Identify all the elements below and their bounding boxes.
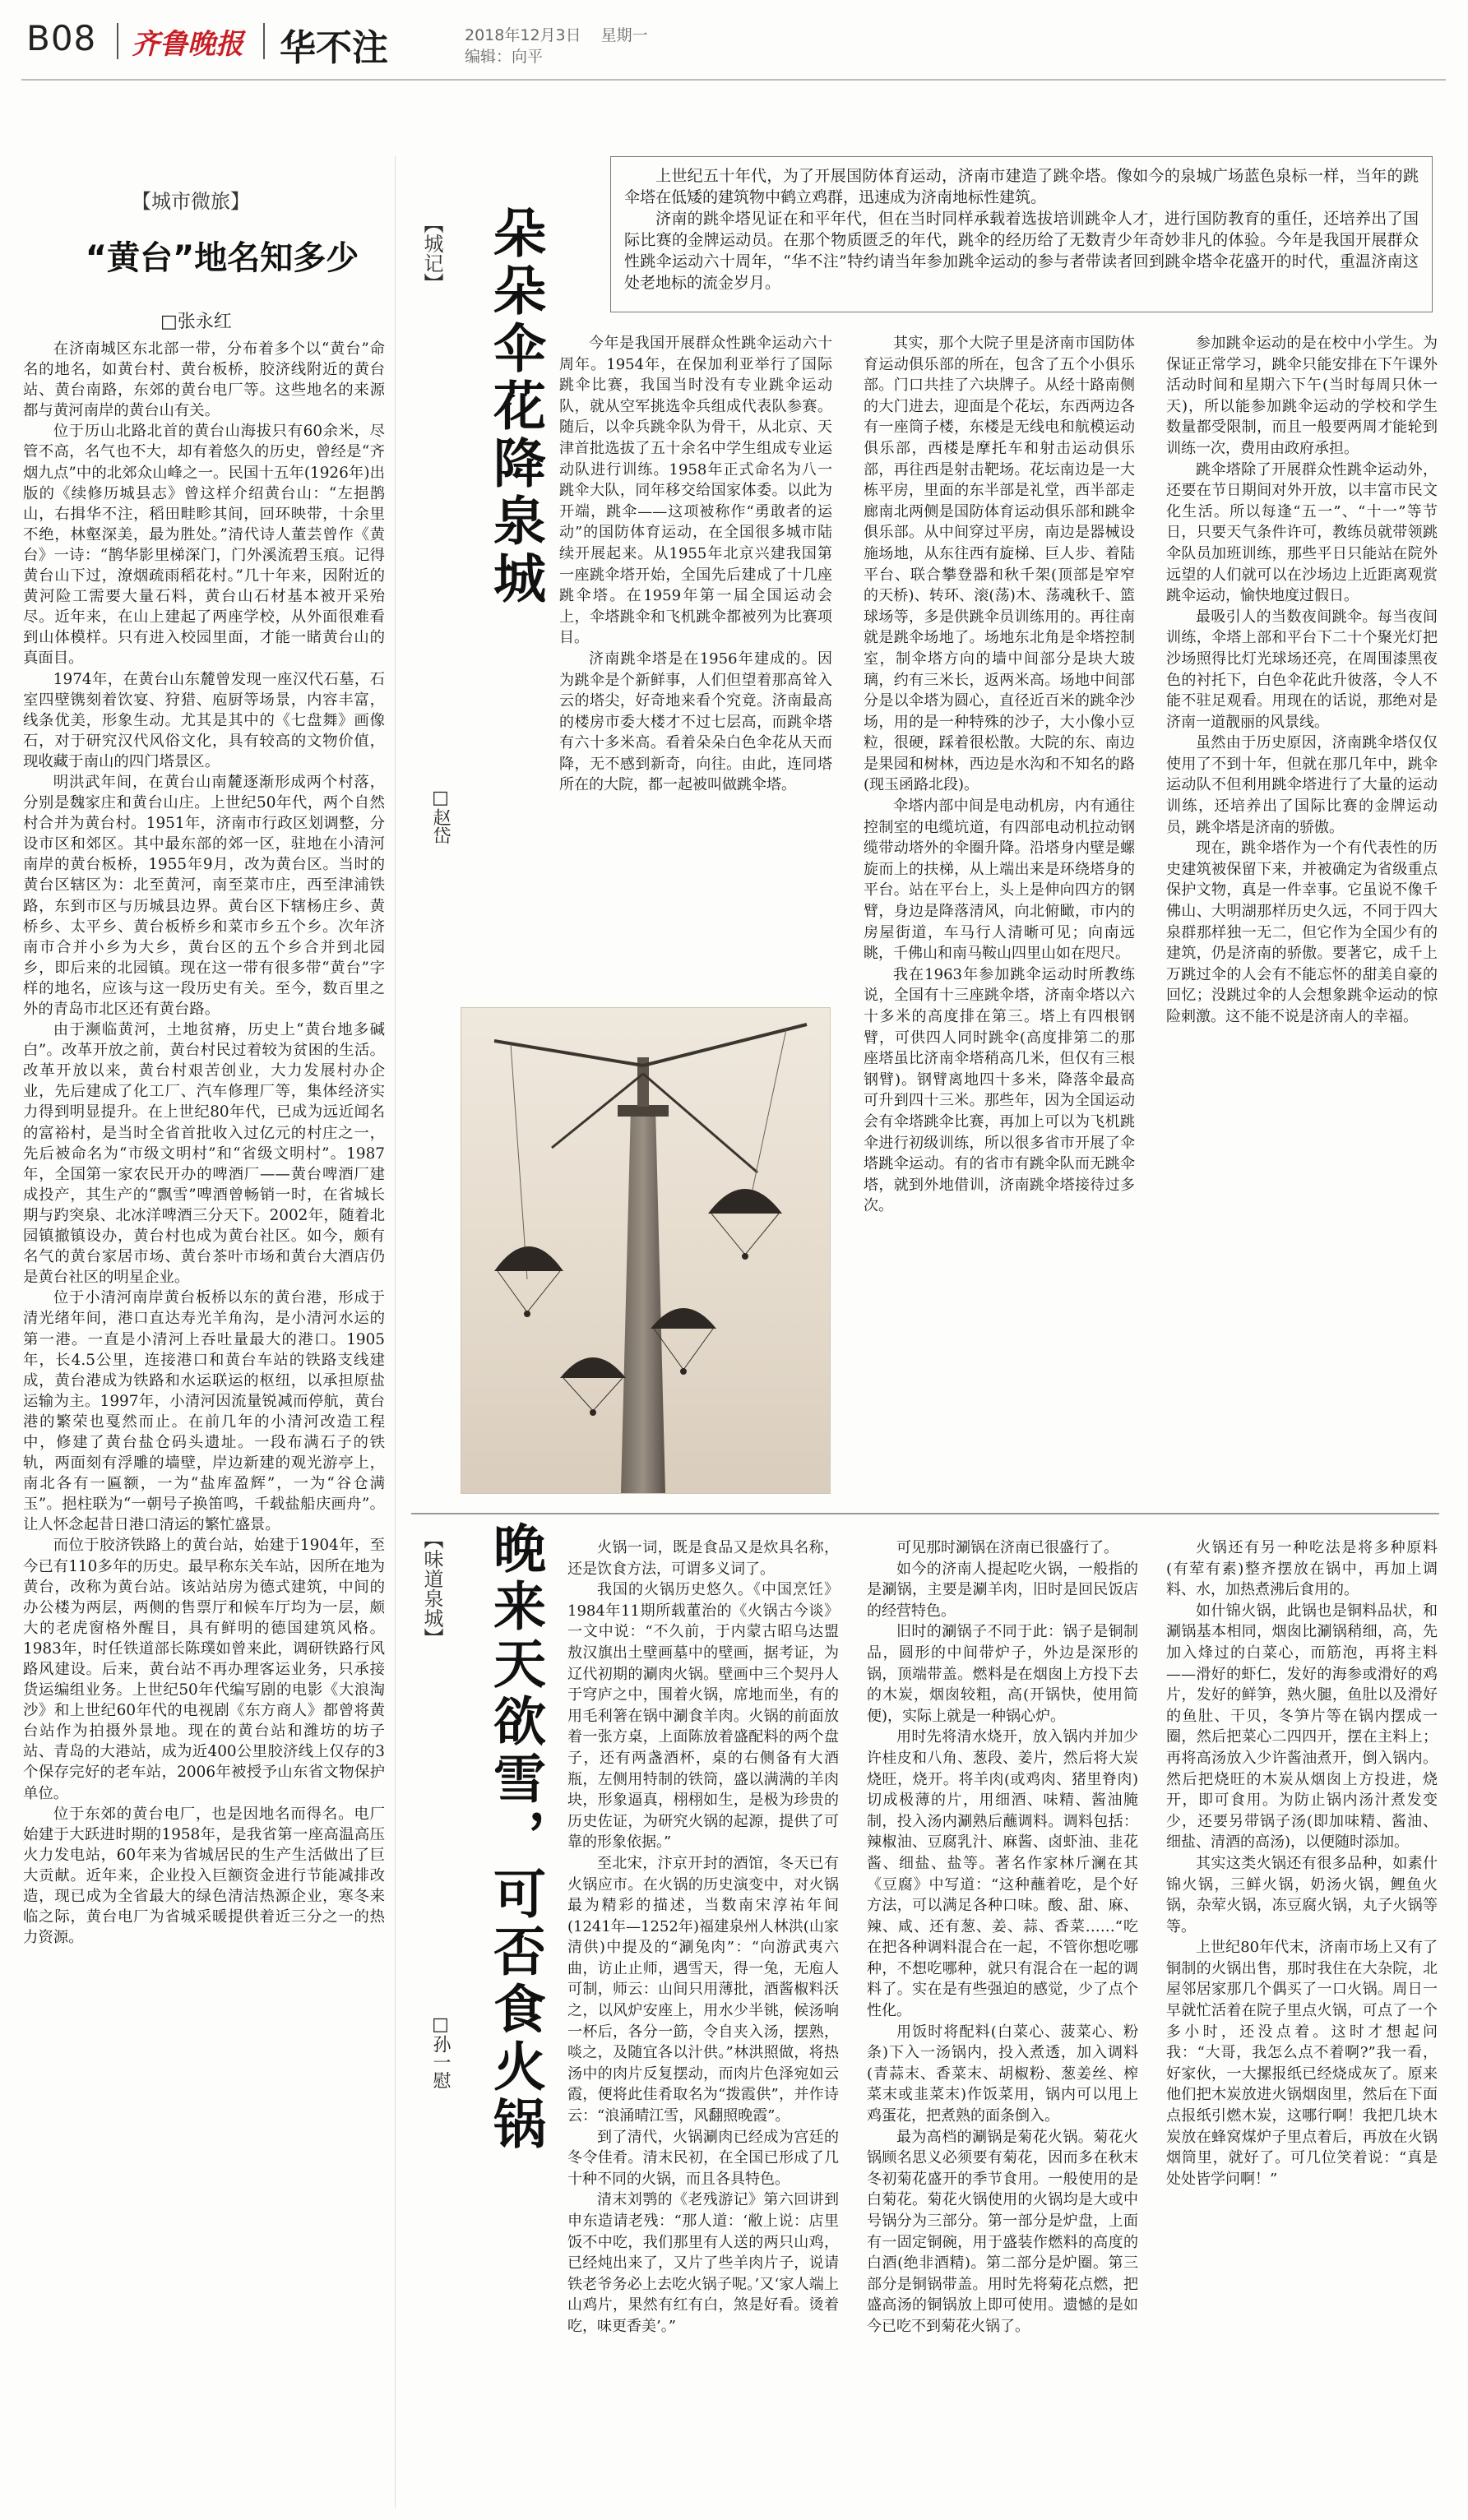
header-divider <box>263 23 265 59</box>
issue-date <box>465 23 648 45</box>
column-tag: 【味道泉城】 <box>420 1529 443 1648</box>
article-title: “黄台”地名知多少 <box>85 239 359 277</box>
body-paragraph: 伞塔内部中间是电动机房，内有通往控制室的电缆坑道，有四部电动机拉动钢缆带动塔外的伞圈升降。沿塔身内壁是螺旋而上的扶梯，从上端出来是环绕塔身的平台。站在平台上，头上是伸向四方的钢臂，身边是降落清风，向北俯瞰，市内的房屋街道，车马行人清晰可见；向南远眺，千佛山和南马鞍山四里山如在咫尺。 <box>864 798 1135 963</box>
body-paragraph: 其实，那个大院子里是济南市国防体育运动俱乐部的所在，包含了五个小俱乐部。门口共挂了六块牌子。从经十路南侧的大门进去，迎面是个花坛，东西两边各有一座筒子楼，东楼是无线电和航模运动俱乐部，西楼是摩托车和射击运动俱乐部，再往西是射击靶场。花坛南边是一大栋平房，里面的东半部是礼堂，西半部走廊南北两侧是国防体育运动俱乐部和跳伞俱乐部。从中间穿过平房，南边是器械设施场地，从东往西有旋梯、巨人步、着陆平台、联合攀登器和秋千架(顶部是窄窄的天桥)、转环、滚(荡)木、荡魂秋千、篮球场等，多是供跳伞员训练用的。再往南就是跳伞场地了。场地东北角是伞塔控制室，制伞塔方向的墙中间部分是块大玻璃，约有三米长，返两米高。场地中间部分是以伞塔为圆心，直径近百米的跳伞沙场，用的是一种特殊的沙子，大小像小豆粒，很硬，踩着很松散。大院的东、南边是果园和树林，西边是水沟和不知名的路(现玉函路北段)。 <box>864 335 1135 794</box>
body-paragraph: 今年是我国开展群众性跳伞运动六十周年。1954年，在保加利亚举行了国际跳伞比赛，我国当时没有专业跳伞运动队，就从空军挑选伞兵组成代表队参赛。随后，以伞兵跳伞队为骨干，从北京、天津首批选拔了五十余名中学生组成专业运动队进行训练。1958年正式命名为八一跳伞大队，同年移交给国家体委。以此为开端，跳伞——这项被称作“勇敢者的运动”的国防体育运动，在全国很多城市陆续开展起来。从1955年北京兴建我国第一座跳伞塔开始，全国先后建成了十几座跳伞塔。在1959年第一届全国运动会上，伞塔跳伞和飞机跳伞都被列为比赛项目。 <box>559 335 832 647</box>
body-paragraph: 而位于胶济铁路上的黄台站，始建于1904年，至今已有110多年的历史。最早称东关车站，因所在地为黄台，改称为黄台站。该站站房为德式建筑，中间的办公楼为两层，两侧的售票厅和候车厅均为一层，颇大的老虎窗格外醒目，具有鲜明的德国建筑风格。1983年，时任铁道部长陈璞如曾来此，调研铁路行风路风建设。后来，黄台站不再办理客运业务，只承接货运编组业务。上世纪50年代编写剧的电影《大浪淘沙》和上世纪60年代的电视剧《东方商人》都曾将黄台站作为拍摄外景地。现在的黄台站和潍坊的坊子站、青岛的大港站，成为近400公里胶济线上仅存的3个保存完好的老车站，2006年被授予山东省文物保护单位。 <box>23 1537 385 1802</box>
body-paragraph: 位于小清河南岸黄台板桥以东的黄台港，形成于清光绪年间，港口直达寿光羊角沟，是小清河水运的第一港。一直是小清河上吞吐量最大的港口。1905年，长4.5公里，连接港口和黄台车站的铁路支线建成，黄台港成为铁路和水运联运的枢纽，以承担原盐运输为主。1997年，小清河因流量锐减而停航，黄台港的繁荣也戛然而止。在前几年的小清河改造工程中，修建了黄台盐仓码头遗址。一段布满石子的铁轨，两面刻有浮雕的墙壁，岸边新建的观光游亭上，南北各有一匾额，一为“盐库盈辉”，一为“谷仓满玉”。挹柱联为“一朝号子换笛鸣，千载盐船庆画舟”。让人怀念起昔日港口清运的繁忙盛景。 <box>23 1289 385 1534</box>
body-paragraph: 1974年，在黄台山东麓曾发现一座汉代石墓，石室四壁镌刻着饮宴、狩猎、庖厨等场景，内容丰富，线条优美，形象生动。尤其是其中的《七盘舞》画像石，对于研究汉代风俗文化，具有较高的文物价值，现收藏于南山的四门塔景区。 <box>23 670 385 770</box>
body-paragraph: 如今的济南人提起吃火锅，一般指的是涮锅，主要是涮羊肉，旧时是回民饭店的经营特色。 <box>867 1560 1138 1620</box>
parachute-tower-photo <box>461 1007 831 1494</box>
page-number: B08 <box>26 18 97 58</box>
body-paragraph: 位于东郊的黄台电厂，也是因地名而得名。电厂始建于大跃进时期的1958年，是我省第一座高温高压火力发电站，60年来为省城居民的生产生活做出了巨大贡献。近年来，企业投入巨额资金进行节能减排改造，现已成为全省最大的绿色清洁热源企业，寒冬来临之际，黄台电厂为省城采暖提供着近三分之一的热力资源。 <box>23 1805 385 1947</box>
body-paragraph: 最吸引人的当数夜间跳伞。每当夜间训练，伞塔上部和平台下二十个聚光灯把沙场照得比灯光球场还亮，在周围漆黑夜色的衬托下，白色伞花此升彼落，令人不能不驻足观看。用现在的话说，那绝对是济南一道靓丽的风景线。 <box>1166 608 1438 731</box>
article-author: □赵岱 <box>430 788 451 844</box>
body-paragraph: 我在1963年参加跳伞运动时所教练说，全国有十三座跳伞塔，济南伞塔以六十多米的高度排在第三。塔上有四根钢臂，可供四人同时跳伞(高度排第二的那座塔虽比济南伞塔稍高几米，但仅有三根钢臂)。钢臂离地四十多米，降落伞最高可升到四十三米。那些年，因为全国运动会有伞塔跳伞比赛，再加上可以为飞机跳伞进行初级训练，所以很多省市开展了伞塔跳伞运动。有的省市有跳伞队而无跳伞塔，就到外地借训，济南跳伞塔接待过多次。 <box>864 965 1135 1215</box>
body-paragraph: 我国的火锅历史悠久。《中国烹饪》1984年11期所载董治的《火锅古今谈》一文中说：“不久前，于内蒙古昭乌达盟敖汉旗出土壁画墓中的壁画，据考证，为辽代初期的涮肉火锅。壁画中三个契丹人于穹庐之中，围着火锅，席地而坐，有的用毛利箸在锅中涮食羊肉。火锅的前面放着一张方桌，上面陈放着盛配料的两个盘子，还有两盏酒杯，桌的右侧备有大酒瓶，左侧用特制的铁筒，盛以满满的羊肉块，形象逼真，栩栩如生，是极为珍贵的历史佐证，为研究火锅的起源，提供了可靠的形象依据。” <box>567 1581 839 1852</box>
column-tag: 【城记】 <box>420 214 443 293</box>
article-author: □孙一慰 <box>430 2014 451 2089</box>
body-paragraph: 至北宋，汴京开封的酒馆，冬天已有火锅应市。在火锅的历史演变中，对火锅最为精彩的描述，当数南宋淳祐年间(1241年—1252年)福建泉州人林洪(山家清供)中提及的“涮兔肉”：“向游武夷六曲，访止止师，遇雪天，得一兔，无庖人可制，师云：山间只用薄批，酒酱椒料沃之，以风炉安座上，用水少半铫，候汤响一杯后，各分一筯，令自夹入汤，摆熟，啖之，及随宜各以汁供。”林洪照做，将热汤中的肉片反复摆动，而肉片色泽宛如云霞，便将此佳肴取名为“拨霞供”，并作诗云：“浪涌晴江雪，风翻照晚霞”。 <box>567 1854 839 2125</box>
weekday: 星期一 <box>600 26 648 44</box>
body-paragraph: 其实这类火锅还有很多品种，如素什锦火锅，三鲜火锅，奶汤火锅，鲤鱼火锅，杂荤火锅，冻豆腐火锅，丸子火锅等等。 <box>1166 1854 1438 1935</box>
lead-box <box>610 156 1433 312</box>
body-paragraph: 用饭时将配料(白菜心、菠菜心、粉条)下入一汤锅内，投入煮透，加入调料(青蒜末、香菜末、胡椒粉、葱姜丝、榨菜末或韭菜末)作饭菜用，锅内可以甩上鸡蛋花，把煮熟的面条倒入。 <box>867 2023 1138 2125</box>
tower-illustration <box>461 1008 830 1493</box>
header-rule <box>21 79 1446 81</box>
article-body <box>23 339 385 2509</box>
masthead <box>0 0 1468 69</box>
newspaper-logo: 齐鲁晚报 <box>132 28 243 61</box>
body-paragraph: 火锅还有另一种吃法是将多种原料(有荤有素)整齐摆放在锅中，再加上调料、水，加热煮沸后食用的。 <box>1166 1539 1438 1599</box>
article-author: □张永红 <box>160 312 232 332</box>
body-paragraph: 位于历山北路北首的黄台山海拔只有60余米，尽管不高，名气也不大，却有着悠久的历史，曾经是“齐烟九点”中的北郊众山峰之一。民国十五年(1926年)出版的《续修历城县志》曾这样介绍黄台山：“左挹鹊山，右揖华不注，稻田畦畛其间，回环映带，十余里不绝，林壑深美，最为胜处。”清代诗人董芸曾作《黄台》一诗：“鹊华影里梯深门，门外溪流碧玉痕。记得黄台山下过，潦烟疏雨稻花村。”几十年来，因附近的黄河险工需要大量石料，黄台山石材基本被开采殆尽。近年来，在山上建起了两座学校，从外面很难看到山体模样。只有进入校园里面，才能一睹黄台山的真面目。 <box>23 423 385 668</box>
date: 2018年12月3日 <box>465 26 581 44</box>
header-divider <box>117 23 118 59</box>
lead-paragraph: 济南的跳伞塔见证在和平年代，但在当时同样承载着选拔培训跳伞人才，进行国防教育的重任，还培养出了国际比赛的金牌运动员。在那个物质匮乏的年代，跳伞的经历给了无数青少年奇妙非凡的体验。今年是我国开展群众性跳伞运动六十周年，“华不注”特约请当年参加跳伞运动的参与者带读者回到跳伞塔伞花盛开的时代，重温济南这处老地标的流金岁月。 <box>624 210 1419 292</box>
body-paragraph: 跳伞塔除了开展群众性跳伞运动外，还要在节日期间对外开放，以丰富市民文化生活。所以每逢“五一”、“十一”等节日，只要天气条件许可，教练员就带领跳伞队员加班训练，那些平日只能站在院外远望的人们就可以在沙场边上近距离观赏跳伞运动，愉快地度过假日。 <box>1166 460 1438 605</box>
body-paragraph: 用时先将清水烧开，放入锅内并加少许桂皮和八角、葱段、姜片，然后将大炭烧旺，烧开。将羊肉(或鸡肉、猪里脊肉)切成极薄的片，用细酒、味精、酱油腌制，投入汤内涮熟后蘸调料。调料包括：辣椒油、豆腐乳汁、麻酱、卤虾油、韭花酱、细盐、盐等。著名作家林斤澜在其《豆腐》中写道：“这种蘸着吃，是个好方法，可以满足各种口味。酸、甜、麻、辣、咸、还有葱、姜、蒜、香菜……“吃在把各种调料混合在一起，不管你想吃哪种，不想吃哪种，就只有混合在一起的调料了。实在是有些强迫的感觉，少了点个性化。 <box>867 1728 1138 2020</box>
editor: 编辑：向平 <box>465 48 544 66</box>
body-paragraph: 可见那时涮锅在济南已很盛行了。 <box>896 1539 1118 1556</box>
article-title: 晚来天欲雪，可否食火锅 <box>484 1521 545 2154</box>
lead-paragraph: 上世纪五十年代，为了开展国防体育运动，济南市建造了跳伞塔。像如今的泉城广场蓝色泉标一样，当年的跳伞塔在低矮的建筑物中鹤立鸡群，迅速成为济南地标性建筑。 <box>624 167 1419 206</box>
body-paragraph: 现在，跳伞塔作为一个有代表性的历史建筑被保留下来，并被确定为省级重点保护文物，真是一件幸事。它虽说不像千佛山、大明湖那样历史久远，不同于四大泉群那样独一无二，但它作为全国少有的建筑，仍是济南的骄傲。要著它，成千上万跳过伞的人会有不能忘怀的甜美自豪的回忆；没跳过伞的人会想象跳伞运动的惊险刺激。这不能不说是济南人的幸福。 <box>1166 839 1438 1025</box>
body-paragraph: 参加跳伞运动的是在校中小学生。为保证正常学习，跳伞只能安排在下午课外活动时间和星期六下午(当时每周只休一天)，所以能参加跳伞运动的学校和学生数量都受限制，而且一般要两周才能轮到训练一次，费用由政府承担。 <box>1166 335 1438 457</box>
body-paragraph: 如什锦火锅，此锅也是铜料品状，和涮锅基本相同，烟囱比涮锅稍细，高，先加入烽过的白菜心，而筋泡，再将主料——滑好的虾仁，发好的海参或滑好的鸡片，发好的鲜笋，熟火腿，鱼肚以及滑好的鱼肚、干贝，冬笋片等在锅内摆成一圈，然后把菜心二四四开，摆在主料上；再将高汤放入少许酱油煮开，倒入锅内。然后把烧旺的木炭从烟囱上方投进，烧开，即可食用。为防止锅内汤汁煮发变少，还要另带锅子汤(即加味精、酱油、细盐、清酒的高汤)，以便随时添加。 <box>1166 1602 1438 1852</box>
body-paragraph: 旧时的涮锅子不同于此：锅子是铜制品，圆形的中间带炉子，外边是深形的锅，顶端带盖。燃料是在烟囱上方投下去的木炭，烟囱较粗，高(开锅快，使用简便)，实际上就是一种锅心炉。 <box>867 1623 1138 1725</box>
article-divider <box>411 1513 1439 1514</box>
body-paragraph: 上世纪80年代末，济南市场上又有了铜制的火锅出售，那时我住在大杂院，北屋邻居家那几个偶买了一口火锅。周日一早就忙活着在院子里点火锅，可点了一个多小时，还没点着。这时才想起问我：“大哥，我怎么点不着啊?”我一看，好家伙，一大摞报纸已经烧成灰了。原来他们把木炭放进火锅烟囱里，然后在下面点报纸引燃木炭，这哪行啊！我把几块木炭放在蜂窝煤炉子里点着后，再放在火锅烟筒里，就好了。可几位笑着说：“真是处处皆学问啊！” <box>1166 1939 1438 2188</box>
body-paragraph: 清末刘鹗的《老残游记》第六回讲到申东造请老残：“那人道：‘敝上说：店里饭不中吃，我们那里有人送的两只山鸡，已经炖出来了，又片了些羊肉片子，说请铁老爷务必上去吃火锅子呢。’又‘家人端上山鸡片，果然有红有白，煞是好看。烫着吃，味更香美’。” <box>567 2191 839 2335</box>
section-tag: 【城市微旅】 <box>132 190 250 213</box>
body-paragraph: 由于濒临黄河，土地贫瘠，历史上“黄台地多碱白”。改革开放之前，黄台村民过着较为贫困的生活。改革开放以来，黄台村艰苦创业，大力发展村办企业，先后建成了化工厂、汽车修理厂等，集体经济实力得到明显提升。在上世纪80年代，已成为远近闻名的富裕村，是当时全省首批收入过亿元的村庄之一，先后被命名为“市级文明村”和“省级文明村”。1987年，全国第一家农民开办的啤酒厂——黄台啤酒厂建成投产，其生产的“飘雪”啤酒曾畅销一时，在省城长期与趵突泉、北冰洋啤酒三分天下。2002年，随着北园镇撤镇设办，黄台村也成为黄台社区。如今，颇有名气的黄台家居市场、黄台茶叶市场和黄台大酒店仍是黄台社区的明星企业。 <box>23 1021 385 1287</box>
body-paragraph: 到了清代，火锅涮肉已经成为宫廷的冬令佳肴。清末民初，在全国已形成了几十种不同的火锅，而且各具特色。 <box>567 2128 839 2188</box>
body-paragraph: 济南跳伞塔是在1956年建成的。因为跳伞是个新鲜事，人们但望着那高耸入云的塔尖，好奇地来看个究竟。济南最高的楼房市委大楼才不过七层高，而跳伞塔有六十多米高。看着朵朵白色伞花从天而降，无不感到新奇，向往。由此，连同塔所在的大院，都一起被叫做跳伞塔。 <box>559 650 832 794</box>
body-paragraph: 在济南城区东北部一带，分布着多个以“黄台”命名的地名，如黄台村、黄台板桥，胶济线附近的黄台站、黄台南路，东郊的黄台电厂等。这些地名的来源都与黄河南岸的黄台山有关。 <box>23 340 385 420</box>
section-name: 华不注 <box>280 27 388 69</box>
body-paragraph: 火锅一词，既是食品又是炊具名称，还是饮食方法，可谓多义词了。 <box>567 1539 839 1578</box>
article-title: 朵朵伞花降泉城 <box>484 206 545 608</box>
body-paragraph: 最为高档的涮锅是菊花火锅。菊花火锅顾名思义必须要有菊花，因而多在秋末冬初菊花盛开的季节食用。一般使用的是白菊花。菊花火锅使用的火锅均是大或中号锅分为三部分。第一部分是炉盘，上面有一固定铜碗，用于盛装作燃料的高度的白酒(绝非酒精)。第二部分是炉圈。第三部分是铜锅带盖。用时先将菊花点燃，把盛高汤的铜锅放上即可使用。遗憾的是如今已吃不到菊花火锅了。 <box>867 2128 1138 2335</box>
body-paragraph: 明洪武年间，在黄台山南麓逐渐形成两个村落，分别是魏家庄和黄台山庄。上世纪50年代，两个自然村合并为黄台村。1951年，济南市行政区划调整，分设市区和郊区。其中最东部的郊一区，驻地在小清河南岸的黄台板桥，1955年9月，改为黄台区。当时的黄台区辖区为：北至黄河，南至菜市庄，西至津浦铁路，东到市区与历城县边界。黄台区下辖杨庄乡、黄桥乡、太平乡、黄台板桥乡和菜市乡五个乡。次年济南市合并小乡为大乡，黄台区的五个乡合并到北园乡，即后来的北园镇。现在这一带有很多带“黄台”字样的地名，应该与这一段历史有关。至今，数百里之外的青岛市北区还有黄台路。 <box>23 773 385 1018</box>
body-paragraph: 虽然由于历史原因，济南跳伞塔仅仅使用了不到十年，但就在那几年中，跳伞运动队不但利用跳伞塔进行了大量的运动训练，还培养出了国际比赛的金牌运动员，跳伞塔是济南的骄傲。 <box>1166 734 1438 836</box>
column-divider <box>395 156 396 2508</box>
